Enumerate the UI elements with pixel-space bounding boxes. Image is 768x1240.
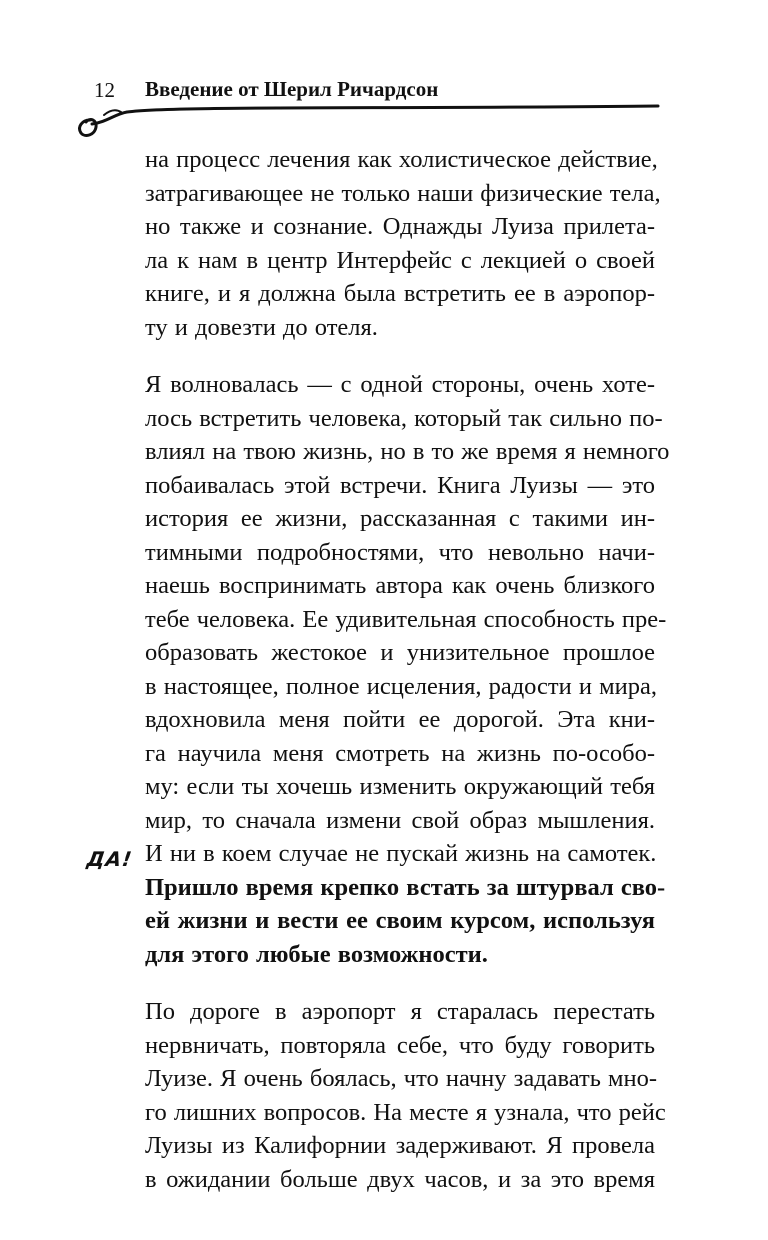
text-line: го лишних вопросов. На месте я узнала, что рейс bbox=[145, 1098, 666, 1126]
highlighted-text-line: ей жизни и вести ее своим курсом, используя bbox=[145, 907, 655, 934]
text-line: в ожидании больше двух часов, и за это время bbox=[145, 1165, 655, 1193]
text-line: мир, то сначала измени свой образ мышления. bbox=[145, 806, 655, 834]
running-title: Введение от Шерил Ричардсон bbox=[145, 77, 439, 101]
text-line: но также и сознание. Однажды Луиза прилета- bbox=[145, 213, 655, 240]
page-number: 12 bbox=[94, 78, 115, 102]
text-line: побаивалась этой встречи. Книга Луизы — это bbox=[145, 471, 655, 499]
text-line: тимными подробностями, что невольно начи- bbox=[145, 538, 655, 566]
paragraph-2 bbox=[145, 368, 670, 971]
text-line: история ее жизни, рассказанная с такими ин- bbox=[145, 505, 655, 532]
text-line: затрагивающее не только наши физические тела, bbox=[145, 179, 661, 207]
text-line: ла к нам в центр Интерфейс с лекцией о своей bbox=[145, 246, 655, 274]
text-line: По дороге в аэропорт я старалась перестать bbox=[145, 998, 655, 1025]
header-ornament bbox=[72, 102, 662, 140]
text-line: на процесс лечения как холистическое действие, bbox=[145, 146, 658, 173]
text-line: лось встретить человека, который так сильно по- bbox=[145, 404, 663, 432]
text-line: в настоящее, полное исцеления, радости и мира, bbox=[145, 672, 657, 700]
main-text bbox=[145, 143, 670, 1196]
text-line: наешь воспринимать автора как очень близкого bbox=[145, 572, 655, 599]
paragraph-1 bbox=[145, 143, 661, 344]
text-line: га научила меня смотреть на жизнь по-особо- bbox=[145, 739, 655, 767]
text-line: тебе человека. Ее удивительная способность пре- bbox=[145, 605, 667, 633]
text-line: влиял на твою жизнь, но в то же время я немного bbox=[145, 438, 670, 465]
text-line: И ни в коем случае не пускай жизнь на самотек. bbox=[145, 840, 657, 867]
text-line: нервничать, повторяла себе, что буду говорить bbox=[145, 1031, 655, 1059]
paragraph-3 bbox=[145, 995, 666, 1196]
text-line: Луизе. Я очень боялась, что начну задавать мно- bbox=[145, 1065, 658, 1092]
text-line: образовать жестокое и унизительное прошлое bbox=[145, 639, 655, 666]
highlighted-text-line: Пришло время крепко встать за штурвал сво- bbox=[145, 873, 666, 901]
text-line: Луизы из Калифорнии задерживают. Я провела bbox=[145, 1132, 655, 1159]
paragraph-gap bbox=[145, 344, 655, 368]
paragraph-gap bbox=[145, 971, 655, 995]
text-line: му: если ты хочешь изменить окружающий тебя bbox=[145, 773, 655, 800]
text-line: книге, и я должна была встретить ее в аэропор- bbox=[145, 280, 655, 307]
text-line: вдохновила меня пойти ее дорогой. Эта кни- bbox=[145, 706, 655, 733]
highlighted-text-line: для этого любые возможности. bbox=[145, 940, 488, 968]
margin-note: ДА! bbox=[85, 847, 135, 871]
text-line: Я волновалась — с одной стороны, очень хоте- bbox=[145, 371, 655, 398]
text-line: ту и довезти до отеля. bbox=[145, 313, 378, 341]
